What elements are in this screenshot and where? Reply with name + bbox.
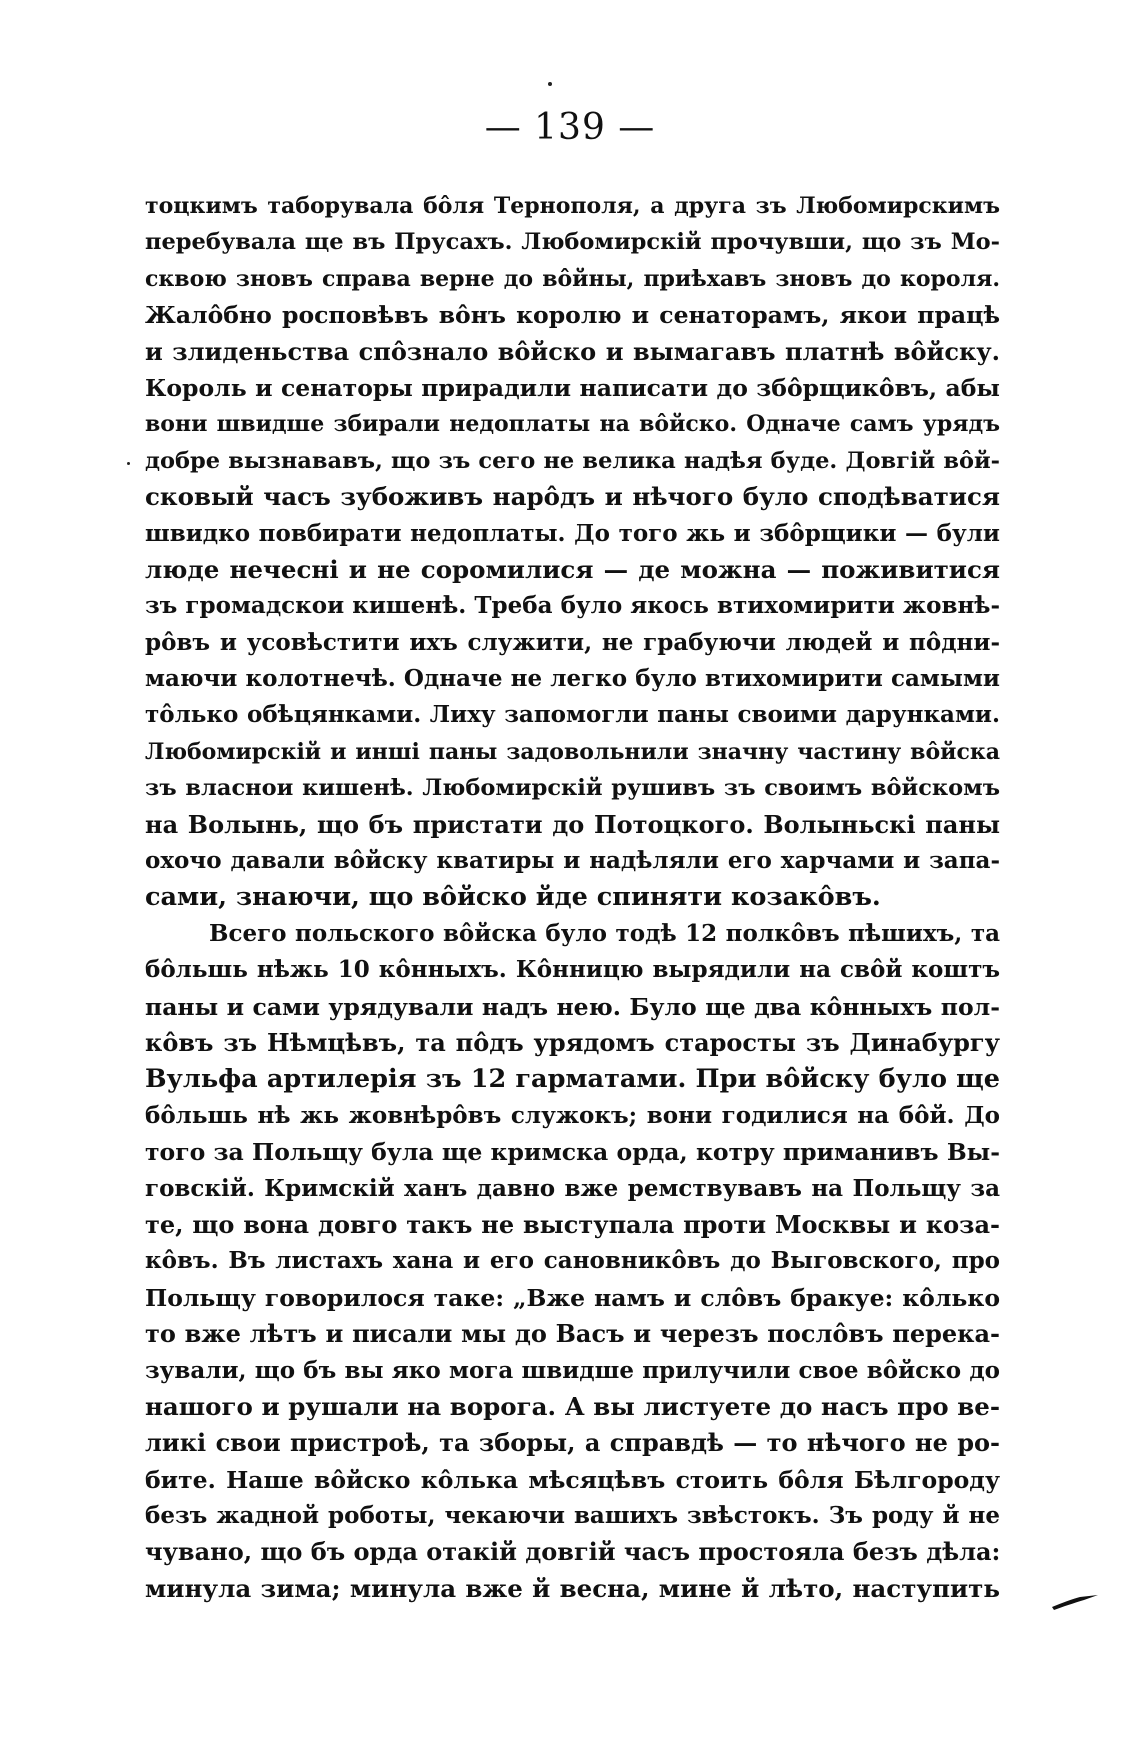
text-line: маючи колотнечѣ. Одначе не легко було втихомирити самыми	[145, 665, 1000, 693]
text-line: чувано, що бъ орда отакій довгій часъ простояла безъ дѣла:	[145, 1537, 1000, 1567]
text-line: Польщу говорилося таке: „Вже намъ и слôвъ бракуе: кôлько	[145, 1283, 1000, 1312]
scan-speck	[127, 462, 130, 465]
text-line: ликі свои пристроѣ, та зборы, а справдѣ — то нѣчого не ро-	[145, 1428, 1000, 1458]
text-line: зували, що бъ вы яко мога швидше прилучили свое вôйско до	[145, 1356, 1000, 1384]
text-line: зъ громадскои кишенѣ. Треба було якось втихомирити жовнѣ-	[145, 592, 1000, 620]
paragraph-end-line: сами, знаючи, що вôйско йде спиняти козакôвъ.	[145, 882, 881, 913]
text-line: тôлько обѣцянками. Лиху запомогли паны своими дарунками.	[145, 701, 1000, 729]
text-line: зъ власнои кишенѣ. Любомирскій рушивъ зъ своимъ вôйскомъ	[145, 775, 1000, 802]
text-line: те, що вона довго такъ не выступала проти Москвы и коза-	[145, 1209, 1000, 1239]
text-line: кôвъ. Въ листахъ хана и его сановникôвъ до Выговского, про	[145, 1247, 1000, 1275]
text-line: то вже лѣтъ и писали мы до Васъ и черезъ послôвъ перека-	[145, 1319, 1000, 1349]
text-line: бôльшь нѣжь 10 кôнныхъ. Кôнницю вырядили на свôй коштъ	[145, 956, 1000, 984]
text-line: безъ жадной роботы, чекаючи вашихъ звѣстокъ. Зъ роду й не	[145, 1502, 1000, 1530]
text-line: Король и сенаторы прирадили написати до збôрщикôвъ, абы	[145, 373, 1000, 402]
text-line: и злиденьства спôзнало вôйско и вымагавъ платнѣ вôйску.	[145, 336, 1000, 366]
text-line: добре вызнававъ, що зъ сего не велика надѣя буде. Довгій вôй-	[145, 447, 1000, 474]
text-line: тоцкимъ таборувала бôля Тернополя, а друга зъ Любомирскимъ	[145, 193, 1000, 219]
text-line: Любомирскій и инші паны задовольнили значну частину вôйска	[145, 738, 1000, 765]
text-line: охочо давали вôйску кватиры и надѣляли его харчами и запа-	[145, 847, 1000, 875]
text-line: того за Польщу була ще кримска орда, котру приманивъ Вы-	[145, 1138, 1000, 1167]
paragraph-start-line: Всего польского вôйска було тодѣ 12 полкôвъ пѣшихъ, та	[209, 919, 1000, 947]
text-line: швидко повбирати недоплаты. До того жь и збôрщики — були	[145, 519, 1000, 547]
text-line: паны и сами урядували надъ нею. Було ще два кôнныхъ пол-	[145, 992, 1000, 1021]
text-line: сквою зновъ справа верне до вôйны, приѣхавъ зновъ до короля.	[145, 265, 1000, 292]
text-line: бôльшь нѣ жь жовнѣрôвъ служокъ; вони годилися на бôй. До	[145, 1101, 1000, 1129]
text-line: бите. Наше вôйско кôлька мѣсяцѣвъ стоить бôля Бѣлгороду	[145, 1465, 1000, 1494]
text-line: рôвъ и усовѣстити ихъ служити, не грабуючи людей и пôдни-	[145, 628, 1000, 656]
text-line: Жалôбно росповѣвъ вôнъ королю и сенаторамъ, якои працѣ	[145, 301, 1000, 330]
ink-smudge-mark	[1050, 1593, 1100, 1611]
text-line: нашого и рушали на ворога. А вы листуете до насъ про ве-	[145, 1391, 1000, 1421]
text-line: Вульфа артилерія зъ 12 гарматами. При вôйску було ще	[145, 1064, 1000, 1095]
text-line: вони швидше збирали недоплаты на вôйско. Одначе самъ урядъ	[145, 411, 1000, 438]
page-number: — 139 —	[484, 107, 656, 148]
text-line: люде нечесні и не соромилися — де можна — поживитися	[145, 554, 1000, 584]
text-line: говскій. Кримскій ханъ давно вже ремствувавъ на Польщу за	[145, 1174, 1000, 1202]
text-line: минула зима; минула вже й весна, мине й лѣто, наступить	[145, 1573, 1000, 1603]
body-text	[145, 188, 1000, 1607]
scan-speck	[548, 82, 552, 86]
text-line: на Волынь, що бъ пристати до Потоцкого. Волыньскі паны	[145, 809, 1000, 839]
text-line: кôвъ зъ Нѣмцѣвъ, та пôдъ урядомъ старосты зъ Динабургу	[145, 1027, 1000, 1057]
text-line: перебувала ще въ Прусахъ. Любомирскій прочувши, що зъ Мо-	[145, 229, 1000, 256]
text-line: сковый часъ зубоживъ нарôдъ и нѣчого було сподѣватися	[145, 482, 1000, 512]
